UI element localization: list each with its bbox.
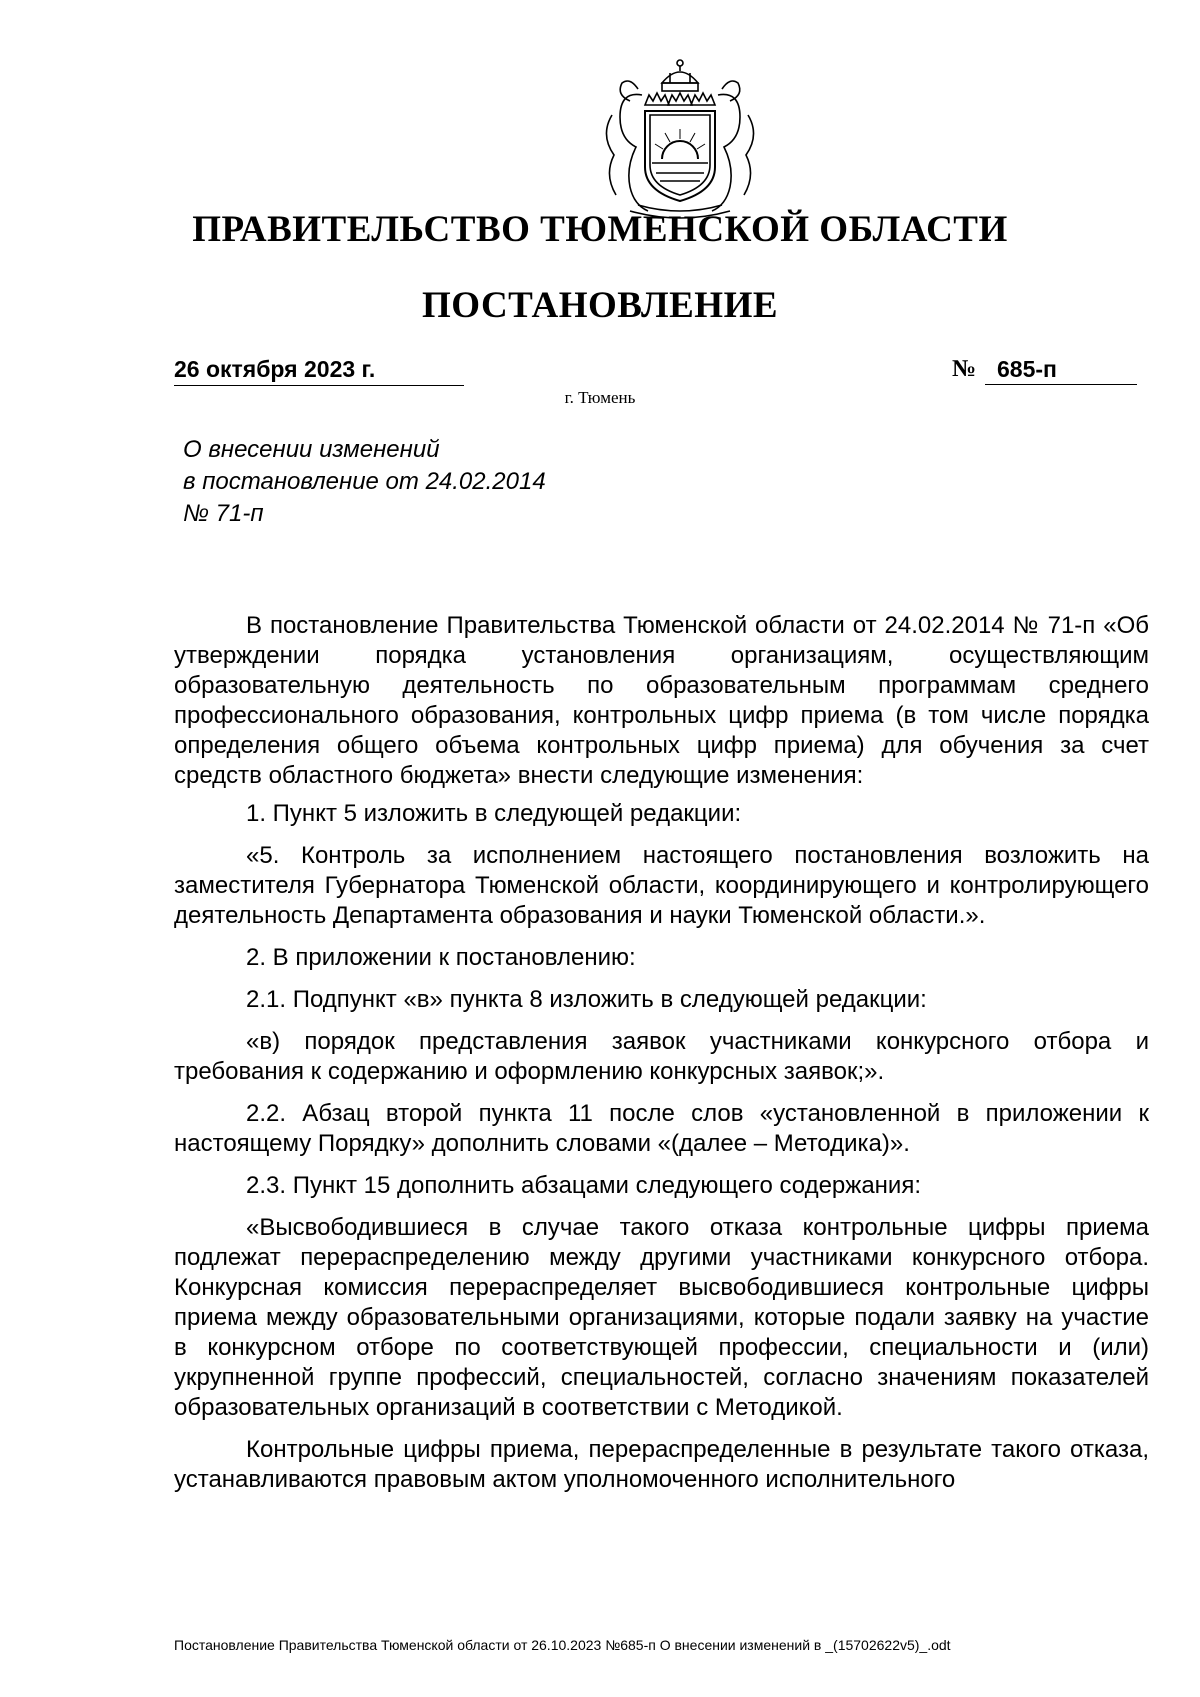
- page-footer: Постановление Правительства Тюменской области от 26.10.2023 №685-п О внесении изменений в _(15702622v5)_.odt: [174, 1637, 951, 1653]
- subject-line: в постановление от 24.02.2014: [183, 468, 546, 495]
- body-paragraph: 2. В приложении к постановлению:: [246, 944, 636, 971]
- document-body: [174, 611, 1149, 1495]
- subject-line: О внесении изменений: [183, 436, 440, 463]
- body-paragraph: В постановление Правительства Тюменской области от 24.02.2014 № 71-п «Об утверждении порядка установления организациям, осуществляющим образовательную деятельность по образовательным программам среднего профессионального образования, контрольных цифр приема (в том числе порядка определения общего объема контрольных цифр приема) для обучения за счет средств областного бюджета» внести следующие изменения:: [174, 612, 1149, 789]
- organization-title: ПРАВИТЕЛЬСТВО ТЮМЕНСКОЙ ОБЛАСТИ: [192, 209, 1008, 250]
- document-city: г. Тюмень: [564, 388, 636, 407]
- body-paragraph: Контрольные цифры приема, перераспределенные в результате такого отказа, устанавливаются правовым актом уполномоченного исполнительного: [174, 1436, 1149, 1493]
- document-date: 26 октября 2023 г.: [174, 356, 464, 386]
- body-paragraph: «в) порядок представления заявок участниками конкурсного отбора и требования к содержанию и оформлению конкурсных заявок;».: [174, 1028, 1149, 1085]
- body-paragraph: 2.3. Пункт 15 дополнить абзацами следующего содержания:: [246, 1172, 921, 1199]
- body-paragraph: 2.1. Подпункт «в» пункта 8 изложить в следующей редакции:: [246, 986, 927, 1013]
- coat-of-arms-icon: [590, 55, 770, 220]
- document-subject: [183, 434, 546, 530]
- body-paragraph: «Высвободившиеся в случае такого отказа контрольные цифры приема подлежат перераспределению между другими участниками конкурсного отбора. Конкурсная комиссия перераспределяет высвободившиеся контрольные цифры приема между образовательными организациями, которые подали заявку на участие в конкурсном отборе по соответствующей профессии, специальности и (или) укрупненной группе профессий, специальностей, согласно значениям показателей образовательных организаций в соответствии с Методикой.: [174, 1214, 1149, 1421]
- number-sign: №: [952, 356, 977, 382]
- body-paragraph: «5. Контроль за исполнением настоящего постановления возложить на заместителя Губернатора Тюменской области, координирующего и контролирующего деятельность Департамента образования и науки Тюменской области.».: [174, 842, 1149, 929]
- document-number: 685-п: [985, 356, 1137, 385]
- body-paragraph: 2.2. Абзац второй пункта 11 после слов «установленной в приложении к настоящему Порядку» дополнить словами «(далее – Методика)».: [174, 1100, 1149, 1157]
- body-paragraph: 1. Пункт 5 изложить в следующей редакции:: [246, 800, 742, 827]
- document-type: ПОСТАНОВЛЕНИЕ: [421, 285, 779, 326]
- subject-line: № 71-п: [183, 500, 264, 527]
